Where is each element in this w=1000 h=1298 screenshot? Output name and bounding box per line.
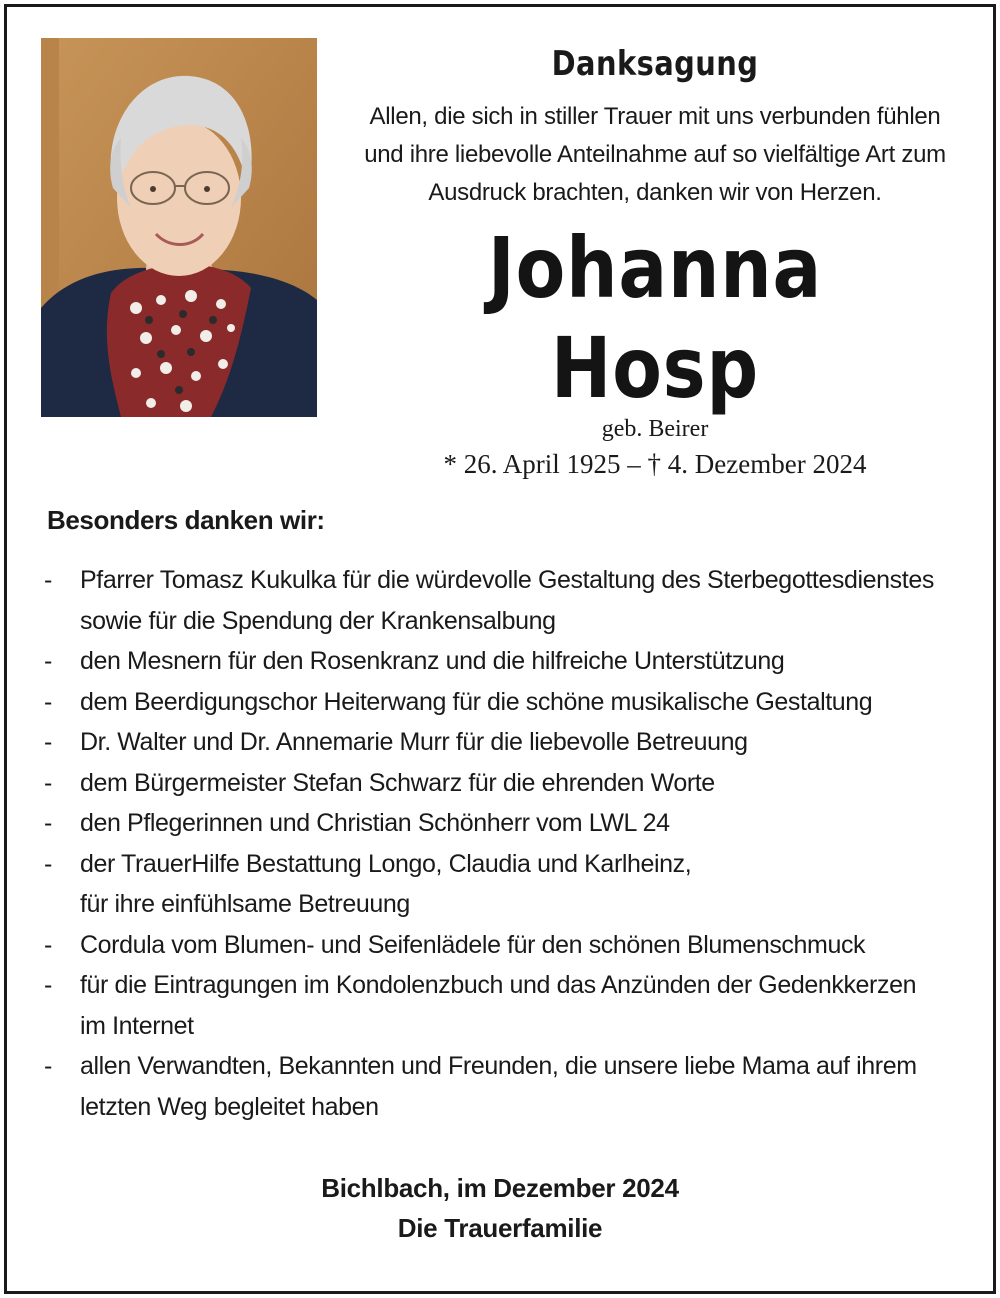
list-item-line: letzten Weg begleitet haben (80, 1092, 379, 1121)
portrait-photo (41, 38, 317, 417)
list-item-line: der TrauerHilfe Bestattung Longo, Claudia und Karlheinz, (80, 849, 692, 878)
list-item-line: Dr. Walter und Dr. Annemarie Murr für die liebevolle Betreuung (80, 728, 748, 756)
list-item (40, 803, 950, 844)
list-item (40, 682, 950, 723)
list-item-line: allen Verwandten, Bekannten und Freunden, die unsere liebe Mama auf ihrem (80, 1052, 917, 1080)
list-item-line: den Pflegerinnen und Christian Schönherr vom LWL 24 (80, 809, 670, 837)
list-item-line: für ihre einfühlsame Betreuung (80, 890, 410, 918)
intro-line: Allen, die sich in stiller Trauer mit uns verbunden fühlen (369, 103, 941, 130)
life-dates: * 26. April 1925 – † 4. Dezember 2024 (443, 449, 867, 479)
list-item (40, 722, 950, 763)
list-item-line: Cordula vom Blumen- und Seifenlädele für den schönen Blumenschmuck (80, 930, 866, 959)
bullet-dash: - (44, 849, 52, 878)
list-item (40, 965, 950, 1046)
intro-line: und ihre liebevolle Anteilnahme auf so vielfältige Art zum (364, 141, 946, 168)
list-item (40, 560, 950, 641)
header-block (340, 40, 970, 482)
list-item-line: den Mesnern für den Rosenkranz und die hilfreiche Unterstützung (80, 647, 785, 675)
bullet-dash: - (44, 768, 52, 797)
bullet-dash: - (44, 930, 52, 959)
thanks-list (40, 560, 950, 1127)
list-item-line: sowie für die Spendung der Krankensalbung (80, 606, 556, 635)
signoff (0, 1168, 1000, 1248)
bullet-dash: - (44, 971, 52, 999)
deceased-name: Johanna Hosp (487, 219, 823, 417)
list-item (40, 925, 950, 966)
list-item-line: für die Eintragungen im Kondolenzbuch und das Anzünden der Gedenkkerzen (80, 971, 917, 999)
list-item-line: dem Bürgermeister Stefan Schwarz für die ehrenden Worte (80, 768, 715, 797)
list-item-line: dem Beerdigungschor Heiterwang für die schöne musikalische Gestaltung (80, 687, 873, 716)
intro-text (340, 98, 970, 212)
list-item (40, 1046, 950, 1127)
page-title: Danksagung (551, 44, 759, 84)
bullet-dash: - (44, 1052, 52, 1080)
portrait-illustration (41, 38, 317, 417)
signature: Die Trauerfamilie (397, 1213, 603, 1243)
birth-name: geb. Beirer (601, 416, 709, 442)
place-date: Bichlbach, im Dezember 2024 (321, 1173, 679, 1203)
bullet-dash: - (44, 809, 52, 837)
thanks-heading: Besonders danken wir: (47, 505, 325, 535)
bullet-dash: - (44, 647, 52, 675)
list-item (40, 844, 950, 925)
bullet-dash: - (44, 687, 52, 716)
bullet-dash: - (44, 728, 52, 756)
bullet-dash: - (44, 566, 52, 594)
list-item-line: Pfarrer Tomasz Kukulka für die würdevolle Gestaltung des Sterbegottesdienstes (80, 566, 934, 594)
list-item (40, 763, 950, 804)
intro-line: Ausdruck brachten, danken wir von Herzen. (428, 179, 882, 206)
list-item (40, 641, 950, 682)
list-item-line: im Internet (80, 1011, 194, 1040)
